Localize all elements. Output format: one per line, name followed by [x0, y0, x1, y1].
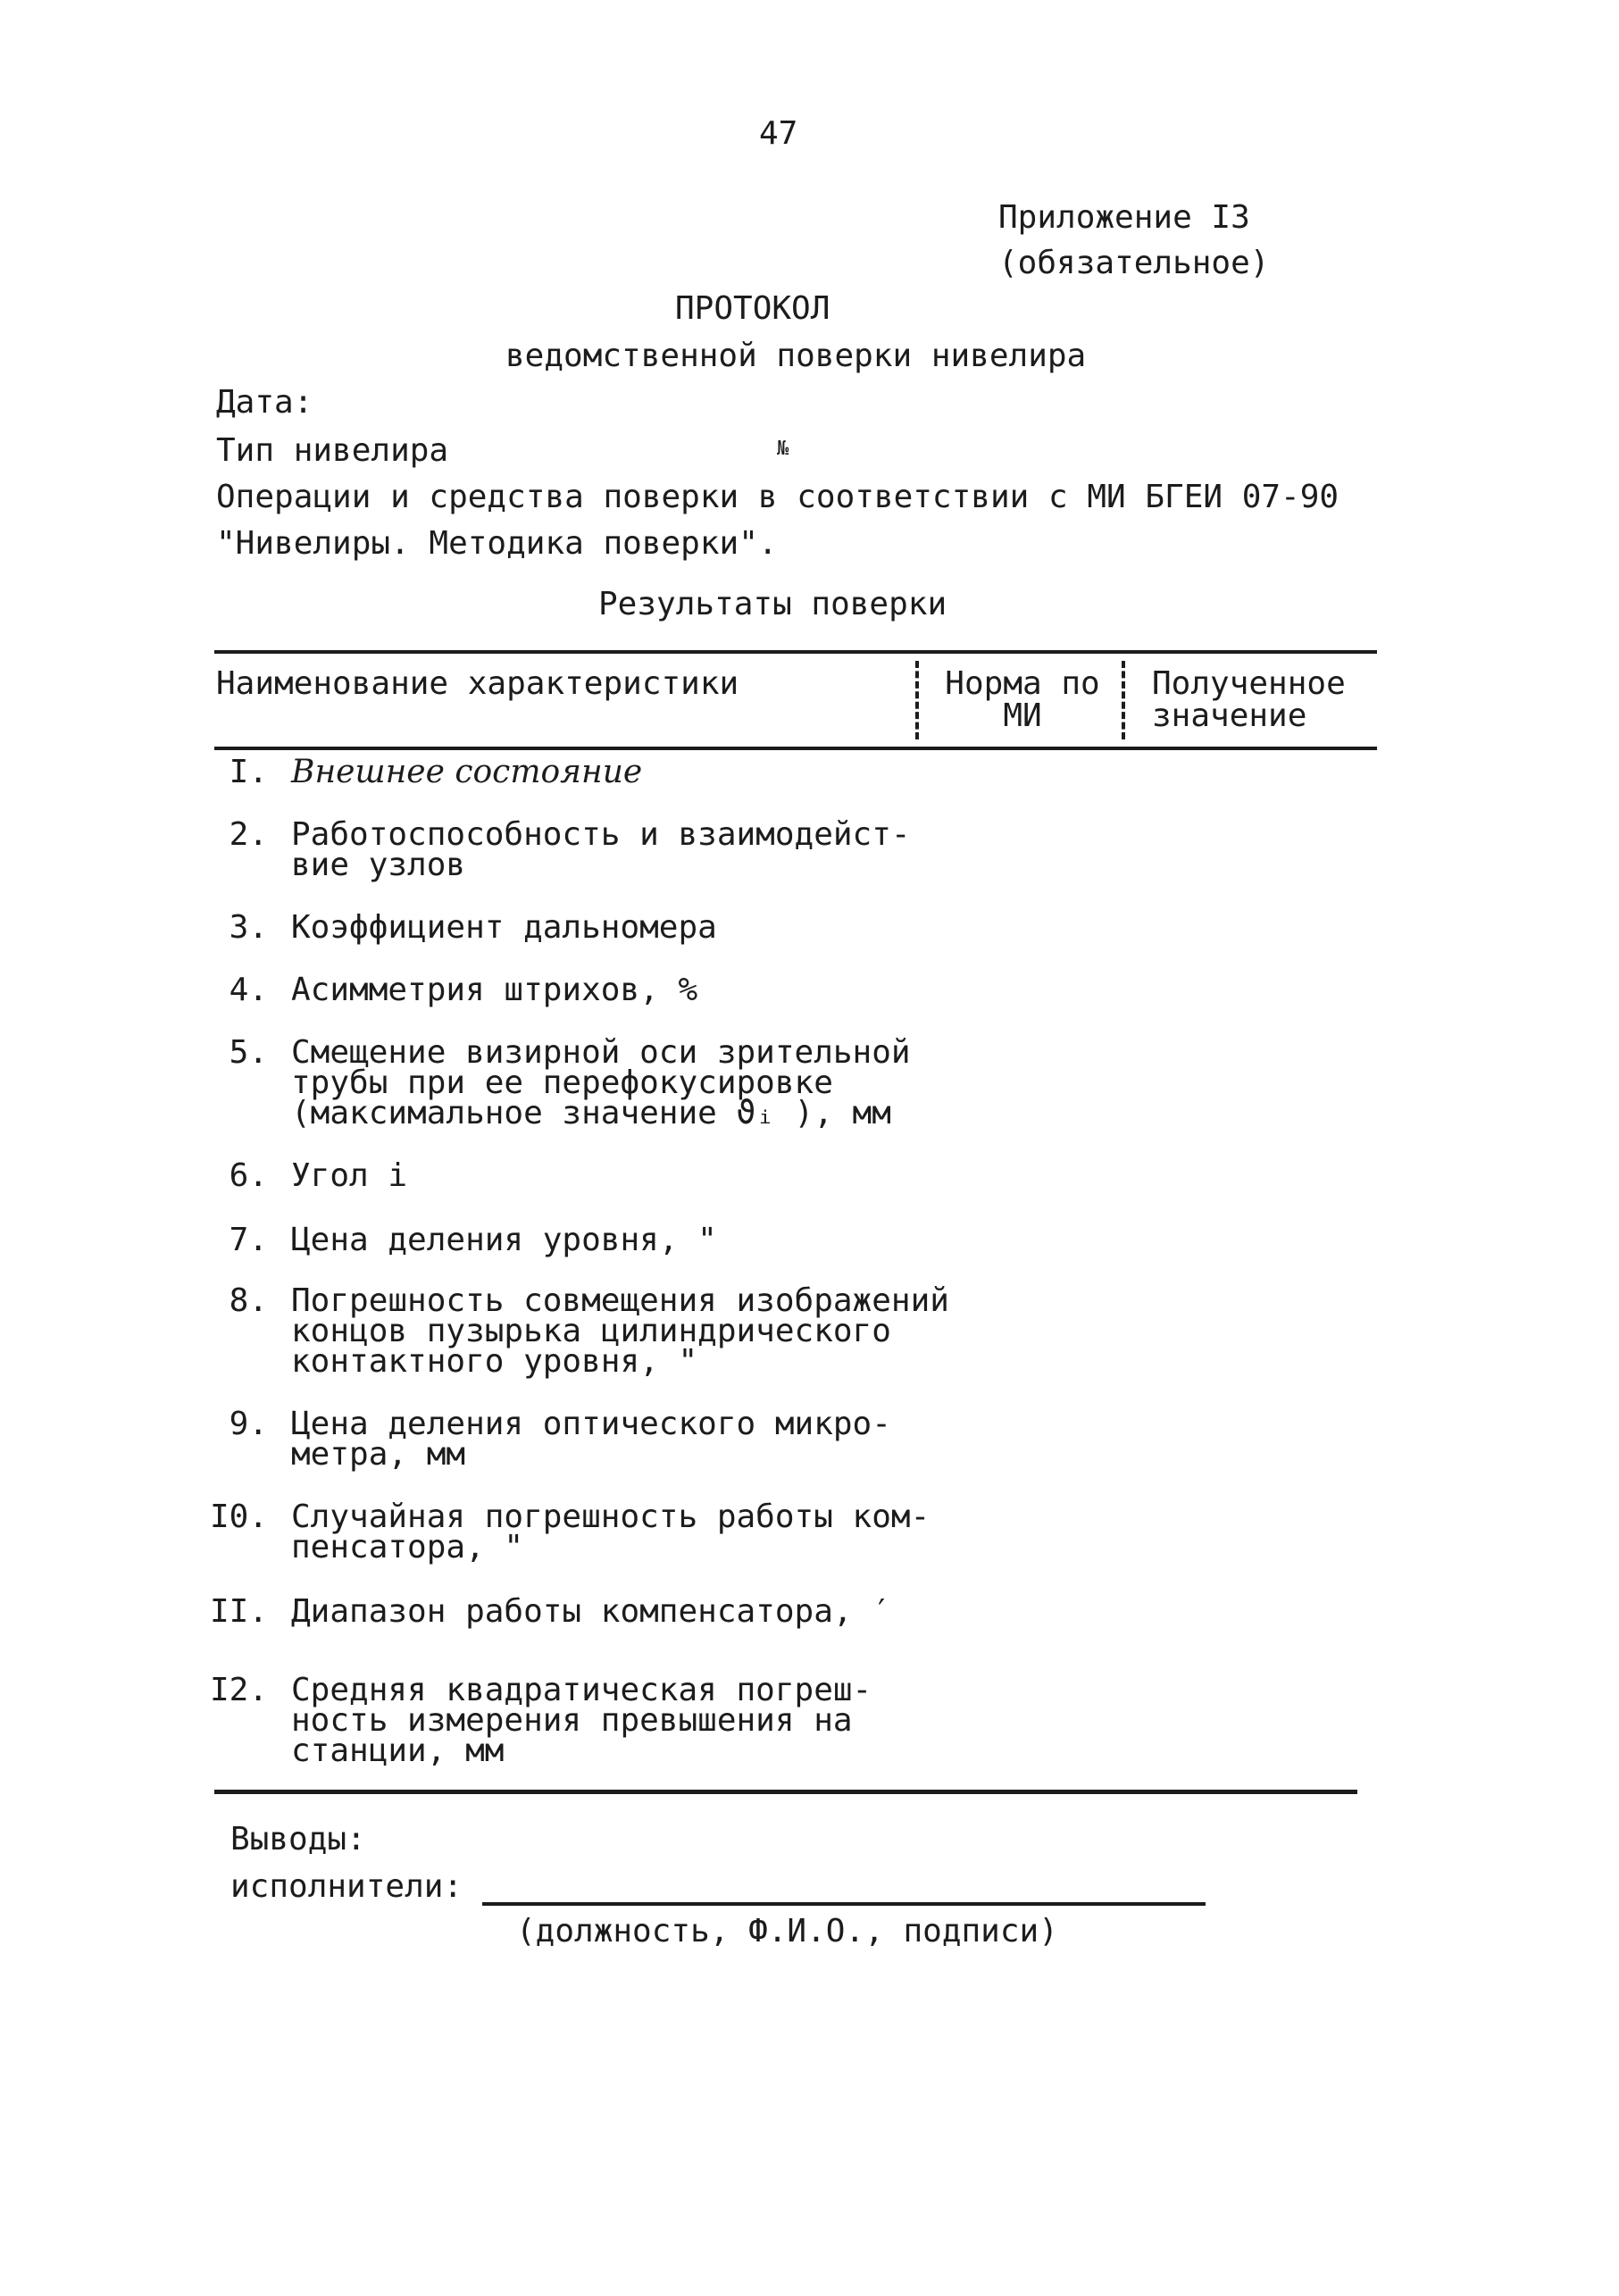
operations-line-2: "Нивелиры. Методика поверки". [216, 525, 778, 562]
appendix-status: (обязательное) [998, 245, 1270, 281]
row-characteristic: Цена деления оптического микро- метра, мм [291, 1406, 891, 1473]
document-title: ПРОТОКОЛ [675, 290, 830, 327]
row-number: 5. [229, 1034, 268, 1071]
row-number: 8. [229, 1282, 268, 1319]
document-subtitle: ведомственной поверки нивелира [505, 338, 1087, 374]
row-number: 6. [229, 1157, 268, 1194]
row-characteristic: Асимметрия штрихов, % [291, 972, 698, 1008]
row-characteristic: Смещение визирной оси зрительной трубы при ее перефокусировке (максимальное значение ϑᵢ ), мм [291, 1034, 911, 1131]
row-number: 4. [229, 972, 268, 1008]
operations-line-1: Операции и средства поверки в соответствии с МИ БГЕИ 07-90 [216, 479, 1339, 515]
column-separator [1122, 661, 1125, 739]
row-characteristic: Средняя квадратическая погреш- ность измерения превышения на станции, мм [291, 1672, 872, 1769]
table-top-rule [214, 650, 1377, 654]
row-number: 7. [229, 1222, 268, 1258]
table-bottom-rule [214, 1790, 1357, 1794]
signature-caption: (должность, Ф.И.О., подписи) [516, 1913, 1058, 1950]
row-characteristic: Работоспособность и взаимодейст- вие узлов [291, 816, 911, 883]
row-characteristic: Внешнее состояние [291, 754, 643, 790]
row-characteristic: Погрешность совмещения изображений концов пузырька цилиндрического контактного уровня, " [291, 1282, 949, 1380]
row-number: I0. [209, 1499, 268, 1535]
row-number: 9. [229, 1406, 268, 1442]
appendix-label: Приложение I3 [998, 199, 1250, 236]
row-characteristic: Диапазон работы компенсатора, ′ [291, 1593, 891, 1630]
executors-label: исполнители: [230, 1868, 463, 1905]
date-field: Дата: [216, 384, 313, 421]
page-number: 47 [759, 115, 798, 152]
row-number: 3. [229, 909, 268, 946]
column-separator [915, 661, 919, 739]
row-number: I. [229, 754, 268, 790]
results-title: Результаты поверки [598, 586, 947, 622]
row-characteristic: Коэффициент дальномера [291, 909, 717, 946]
row-number: I2. [209, 1672, 268, 1708]
column-header-norm: Норма по МИ [945, 665, 1100, 734]
column-header-name: Наименование характеристики [216, 665, 739, 702]
column-header-value: Полученное значение [1152, 665, 1346, 734]
row-number: 2. [229, 816, 268, 853]
signature-line [482, 1902, 1206, 1906]
number-sign: № [777, 438, 789, 460]
conclusions-label: Выводы: [230, 1821, 366, 1858]
row-number: II. [209, 1593, 268, 1630]
table-header-rule [214, 747, 1377, 750]
instrument-type-field: Тип нивелира [216, 432, 449, 469]
row-characteristic: Случайная погрешность работы ком- пенсатора, " [291, 1499, 931, 1565]
row-characteristic: Цена деления уровня, " [291, 1222, 717, 1258]
row-characteristic: Угол i [291, 1157, 408, 1194]
